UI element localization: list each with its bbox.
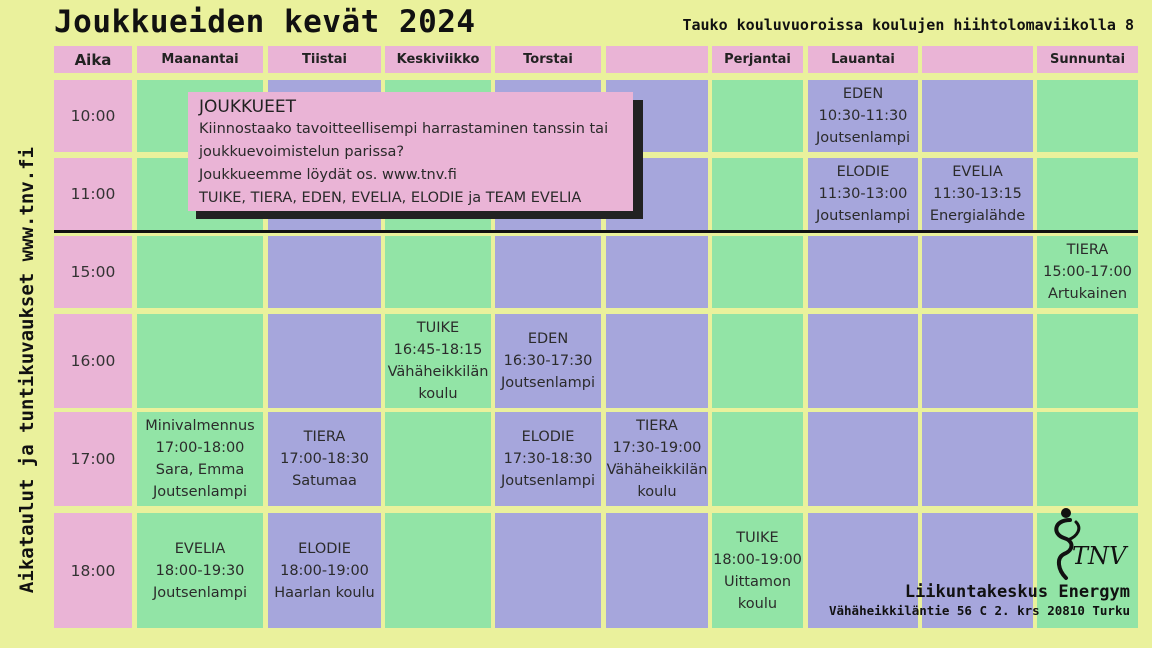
- event-cell: [137, 513, 263, 628]
- event-line: 18:00-19:00: [713, 551, 802, 568]
- event-line: koulu: [418, 386, 458, 402]
- event-line: TUIKE: [736, 529, 779, 546]
- teams-info-line: Joukkueemme löydät os. www.tnv.fi: [199, 167, 457, 183]
- header-day-8: [922, 46, 1033, 73]
- schedule-cell: [922, 236, 1033, 308]
- teams-info-title: JOUKKUEET: [199, 97, 296, 117]
- event-line: koulu: [637, 484, 677, 500]
- event-line: ELODIE: [836, 164, 890, 180]
- header-day-1: Maanantai: [137, 46, 263, 73]
- event-cell: [606, 412, 708, 506]
- event-line: EVELIA: [952, 164, 1003, 180]
- event-line: Energialähde: [929, 208, 1026, 224]
- event-line: Satumaa: [292, 473, 357, 489]
- event-line: 18:00-19:30: [155, 562, 245, 579]
- event-line: 11:30-13:15: [933, 186, 1022, 202]
- schedule-cell: [922, 314, 1033, 408]
- event-line: Joutsenlampi: [816, 208, 910, 224]
- event-line: TUIKE: [416, 320, 460, 336]
- schedule-cell: [137, 314, 263, 408]
- page-title: Joukkueiden kevät 2024: [54, 4, 476, 40]
- schedule-cell: [606, 513, 708, 628]
- event-line: Joutsenlampi: [153, 584, 247, 601]
- event-line: Joutsenlampi: [501, 473, 595, 489]
- event-line: Vähäheikkilän: [606, 462, 708, 478]
- schedule-cell: [808, 236, 918, 308]
- schedule-cell: [385, 513, 491, 628]
- event-line: Haarlan koulu: [274, 584, 375, 601]
- time-label: 15:00: [54, 236, 132, 308]
- schedule-cell: [385, 236, 491, 308]
- schedule-cell: [712, 80, 803, 152]
- event-cell: [385, 314, 491, 408]
- header-time-column: Aika: [54, 46, 132, 73]
- time-gap-divider: [54, 230, 1138, 233]
- event-line: Artukainen: [1047, 286, 1128, 302]
- event-cell: [495, 412, 601, 506]
- teams-info-line: joukkuevoimistelun parissa?: [199, 144, 405, 160]
- event-line: EDEN: [842, 86, 884, 102]
- event-cell: [1037, 236, 1138, 308]
- venue-address: Vähäheikkiläntie 56 C 2. krs 20810 Turku: [828, 603, 1130, 618]
- event-cell: [922, 158, 1033, 230]
- schedule-cell: [606, 314, 708, 408]
- schedule-cell: [495, 513, 601, 628]
- event-cell: [137, 412, 263, 506]
- schedule-cell: [1037, 80, 1138, 152]
- event-line: TIERA: [636, 418, 678, 434]
- event-line: 17:00-18:30: [280, 451, 369, 467]
- event-line: 18:00-19:00: [280, 562, 369, 579]
- event-line: TIERA: [1066, 242, 1109, 258]
- event-line: 16:30-17:30: [503, 353, 593, 369]
- time-label: 17:00: [54, 412, 132, 506]
- schedule-cell: [495, 236, 601, 308]
- schedule-cell: [712, 158, 803, 230]
- schedule-cell: [1037, 412, 1138, 506]
- event-line: Joutsenlampi: [153, 484, 247, 500]
- event-line: Minivalmennus: [145, 418, 255, 434]
- header-day-4: Torstai: [495, 46, 601, 73]
- logo-text: TNV: [1072, 542, 1127, 570]
- event-line: 16:45-18:15: [393, 342, 483, 358]
- event-line: 17:00-18:00: [155, 440, 245, 456]
- event-cell: [495, 314, 601, 408]
- teams-info-line: TUIKE, TIERA, EDEN, EVELIA, ELODIE ja TEAM EVELIA: [199, 190, 582, 206]
- event-line: ELODIE: [298, 540, 351, 557]
- header-day-2: Tiistai: [268, 46, 381, 73]
- event-cell: [268, 412, 381, 506]
- schedule-cell: [712, 412, 803, 506]
- event-line: Joutsenlampi: [501, 375, 595, 391]
- schedule-cell: [712, 236, 803, 308]
- event-line: Sara, Emma: [155, 462, 245, 478]
- schedule-cell: [268, 314, 381, 408]
- time-label: 18:00: [54, 513, 132, 628]
- event-line: Vähäheikkilän: [387, 364, 489, 380]
- event-cell: [808, 80, 918, 152]
- event-line: 17:30-18:30: [503, 451, 593, 467]
- schedule-cell: [808, 412, 918, 506]
- time-label: 10:00: [54, 80, 132, 152]
- header-day-7: Lauantai: [808, 46, 918, 73]
- schedule-cell: [268, 236, 381, 308]
- venue-name: Liikuntakeskus Energym: [904, 582, 1130, 602]
- event-line: ELODIE: [521, 429, 575, 445]
- event-line: TIERA: [303, 429, 346, 445]
- teams-info-box: [188, 92, 633, 211]
- event-line: 17:30-19:00: [612, 440, 702, 456]
- header-day-3: Keskiviikko: [385, 46, 491, 73]
- event-line: 15:00-17:00: [1043, 264, 1132, 280]
- header-day-9: Sunnuntai: [1037, 46, 1138, 73]
- schedule-cell: [1037, 314, 1138, 408]
- event-cell: [268, 513, 381, 628]
- event-line: EVELIA: [174, 540, 226, 557]
- tnv-gymnast-logo-icon: [1046, 500, 1132, 586]
- header-day-6: Perjantai: [712, 46, 803, 73]
- schedule-cell: [922, 80, 1033, 152]
- schedule-cell: [712, 314, 803, 408]
- time-label: 16:00: [54, 314, 132, 408]
- schedule-cell: [808, 314, 918, 408]
- event-line: Uittamon: [723, 573, 792, 590]
- schedule-cell: [385, 412, 491, 506]
- schedule-cell: [606, 236, 708, 308]
- event-cell: [712, 513, 803, 628]
- event-line: koulu: [737, 595, 778, 612]
- event-line: EDEN: [527, 331, 569, 347]
- schedule-cell: [1037, 158, 1138, 230]
- event-line: 10:30-11:30: [818, 108, 908, 124]
- break-notice: Tauko kouluvuoroissa koulujen hiihtolomaviikolla 8: [682, 16, 1134, 34]
- event-cell: [808, 158, 918, 230]
- teams-info-line: Kiinnostaako tavoitteellisempi harrastaminen tanssin tai: [199, 121, 609, 137]
- schedule-cell: [922, 412, 1033, 506]
- event-line: Joutsenlampi: [816, 130, 910, 146]
- side-banner-text: Aikataulut ja tuntikuvaukset www.tnv.fi: [16, 146, 38, 594]
- header-day-5: [606, 46, 708, 73]
- event-line: 11:30-13:00: [818, 186, 908, 202]
- schedule-cell: [137, 236, 263, 308]
- time-label: 11:00: [54, 158, 132, 230]
